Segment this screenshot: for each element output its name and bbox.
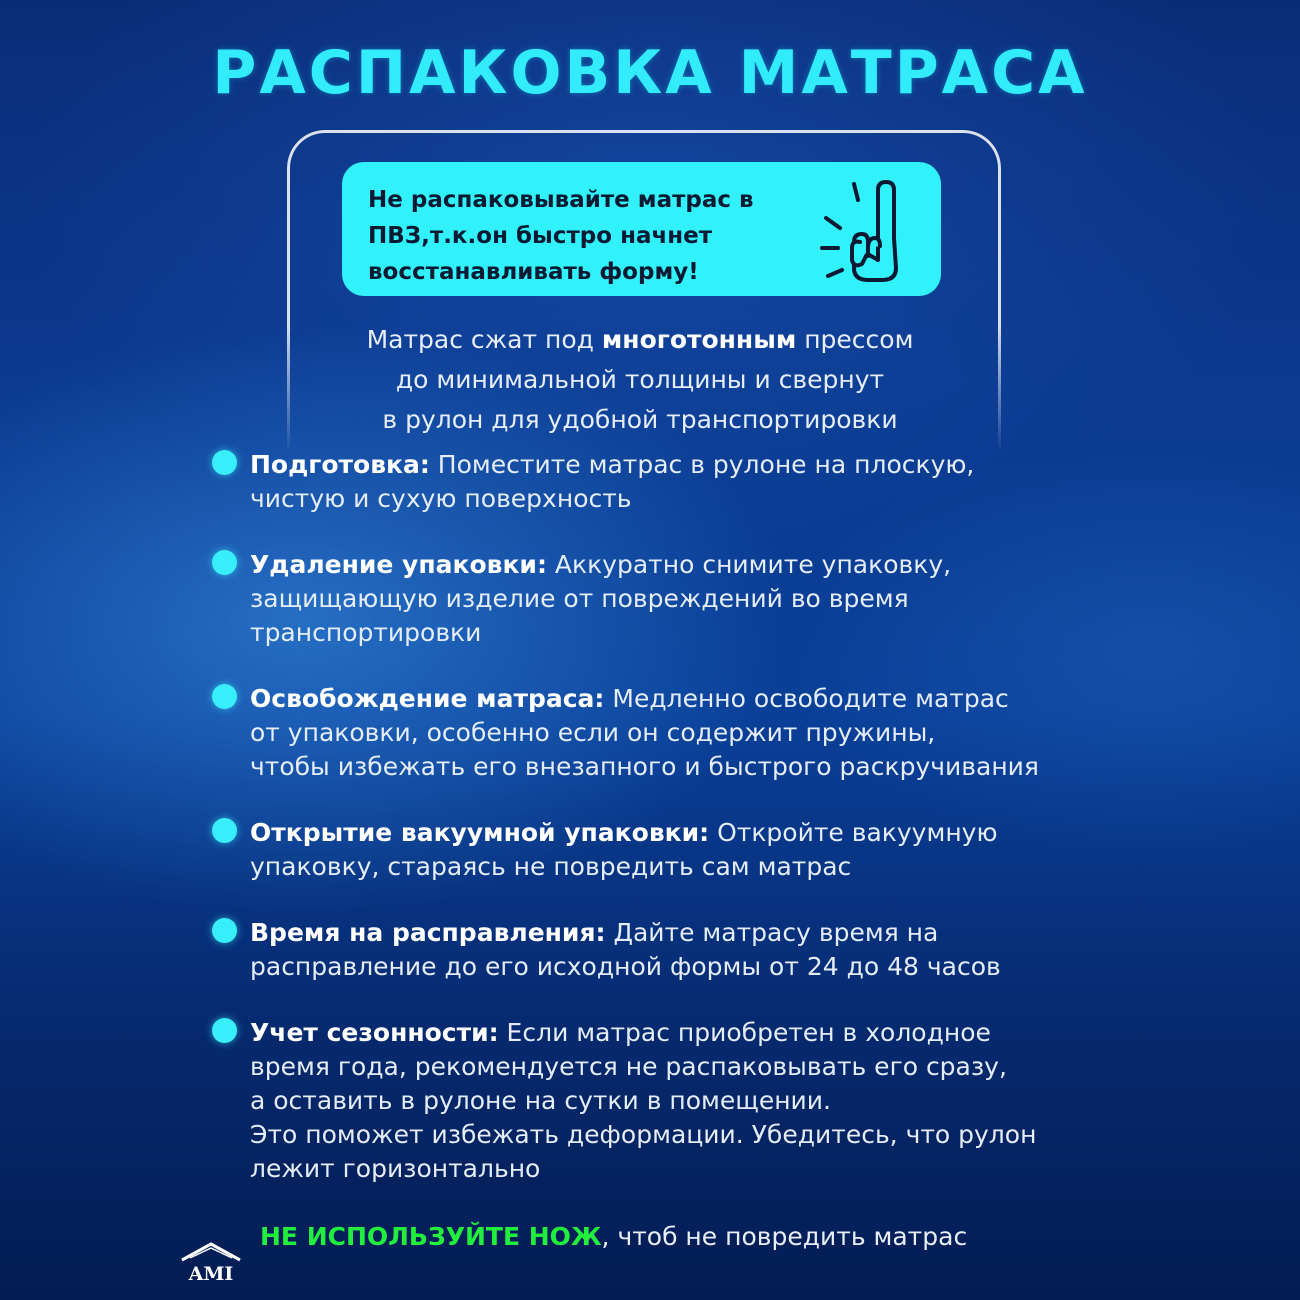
- step-text: [250, 916, 1150, 984]
- step-line: защищающую изделие от повреждений во время: [250, 584, 909, 613]
- step-label: Время на расправления:: [250, 918, 606, 947]
- brand-logo: [178, 1240, 244, 1284]
- warning-line: Не распаковывайте матрас в: [368, 187, 754, 213]
- intro-text: [290, 320, 990, 440]
- step-line: Дайте матрасу время на: [605, 918, 939, 947]
- warning-line: ПВЗ,т.к.он быстро начнет: [368, 223, 713, 249]
- step-line: чистую и сухую поверхность: [250, 484, 632, 513]
- raised-finger-hand-icon: [820, 176, 920, 286]
- step-label: Учет сезонности:: [250, 1018, 499, 1047]
- footer-warning: НЕ ИСПОЛЬЗУЙТЕ НОЖ: [260, 1222, 602, 1251]
- step-text: [250, 816, 1150, 884]
- intro-line3: в рулон для удобной транспортировки: [382, 405, 898, 434]
- step-line: упаковку, стараясь не повредить сам матрас: [250, 852, 852, 881]
- intro-line2: до минимальной толщины и свернут: [395, 365, 885, 394]
- step-line: Поместите матрас в рулоне на плоскую,: [429, 450, 975, 479]
- step-line: Если матрас приобретен в холодное: [498, 1018, 991, 1047]
- step-label: Открытие вакуумной упаковки:: [250, 818, 710, 847]
- footer-note: [260, 1220, 1160, 1254]
- intro-line1-end: прессом: [796, 325, 914, 354]
- bullet-dot-icon: [212, 1018, 237, 1043]
- step-line: расправление до его исходной формы от 24 до 48 часов: [250, 952, 1001, 981]
- step-label: Удаление упаковки:: [250, 550, 547, 579]
- step-label: Подготовка:: [250, 450, 430, 479]
- step-line: транспортировки: [250, 618, 482, 647]
- step-line: Аккуратно снимите упаковку,: [546, 550, 952, 579]
- warning-text: [368, 182, 818, 290]
- bullet-dot-icon: [212, 450, 237, 475]
- step-line: время года, рекомендуется не распаковывать его сразу,: [250, 1052, 1007, 1081]
- bullet-dot-icon: [212, 818, 237, 843]
- step-line: от упаковки, особенно если он содержит пружины,: [250, 718, 936, 747]
- step-line: а оставить в рулоне на сутки в помещении.: [250, 1086, 831, 1115]
- house-roof-logo-icon: [178, 1240, 244, 1284]
- step-line: Это поможет избежать деформации. Убедитесь, что рулон: [250, 1120, 1037, 1149]
- step-text: [250, 548, 1150, 650]
- warning-banner: [342, 162, 941, 296]
- bullet-dot-icon: [212, 918, 237, 943]
- intro-bold-word: многотонным: [601, 325, 797, 354]
- step-label: Освобождение матраса:: [250, 684, 605, 713]
- step-text: [250, 1016, 1150, 1186]
- step-line: лежит горизонтально: [250, 1154, 541, 1183]
- step-line: Медленно освободите матрас: [604, 684, 1009, 713]
- bullet-dot-icon: [212, 684, 237, 709]
- bullet-dot-icon: [212, 550, 237, 575]
- step-line: Откройте вакуумную: [709, 818, 998, 847]
- step-line: чтобы избежать его внезапного и быстрого раскручивания: [250, 752, 1039, 781]
- intro-line1-start: Матрас сжат под: [366, 325, 602, 354]
- page-title: РАСПАКОВКА МАТРАСА: [212, 38, 1088, 108]
- step-text: [250, 448, 1150, 516]
- warning-line: восстанавливать форму!: [368, 259, 699, 285]
- footer-rest: , чтоб не повредить матрас: [601, 1222, 968, 1251]
- step-text: [250, 682, 1150, 784]
- logo-text: AMI: [188, 1263, 234, 1284]
